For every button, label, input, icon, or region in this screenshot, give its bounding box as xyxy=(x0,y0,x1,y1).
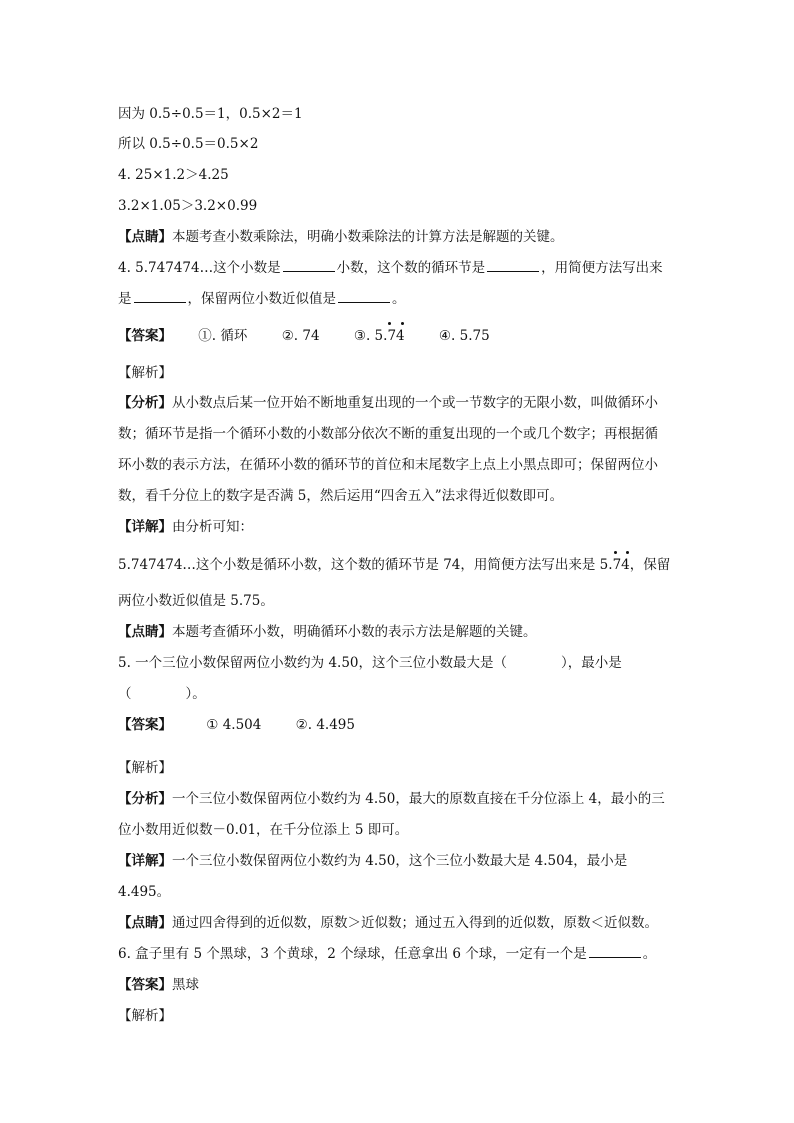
answer-blank xyxy=(283,259,335,272)
detail-text: 由分析可知： xyxy=(172,519,253,535)
text-line: 4. 25×1.2＞4.25 xyxy=(118,167,229,183)
answer-item: ②. 74 xyxy=(281,328,320,344)
analysis-line xyxy=(118,789,665,809)
xiangjie-tag: 【详解】 xyxy=(118,519,172,535)
detail-text: ，保留 xyxy=(629,557,671,573)
question-5-line-1: 5. 一个三位小数保留两位小数约为 4.50，这个三位小数最大是（ ），最小是 xyxy=(118,655,622,671)
question-4-line-1 xyxy=(118,258,663,278)
dianjing-text: 本题考查循环小数，明确循环小数的表示方法是解题的关键。 xyxy=(172,624,537,640)
answer-line xyxy=(118,715,385,735)
jiexi-heading: 【解析】 xyxy=(118,760,172,776)
answer-line xyxy=(118,975,199,995)
dianjing-text: 通过四舍得到的近似数，原数＞近似数；通过五入得到的近似数，原数＜近似数。 xyxy=(172,915,658,931)
answer-tag: 【答案】 xyxy=(118,717,172,733)
detail-text: 一个三位小数保留两位小数约为 4.50，这个三位小数最大是 4.504，最小是 xyxy=(172,853,628,869)
answer-line xyxy=(118,326,520,346)
question-text: ，保留两位小数近似值是 xyxy=(187,291,336,307)
dianjing-tag: 【点睛】 xyxy=(118,229,172,245)
answer-item: ②. 4.495 xyxy=(295,717,355,733)
question-text: 6. 盒子里有 5 个黑球，3 个黄球，2 个绿球，任意拿出 6 个球，一定有一个是 xyxy=(118,946,587,962)
answer-blank xyxy=(487,259,539,272)
detail-line: 4.495。 xyxy=(118,884,171,900)
answer-item: ③. 5. 74 xyxy=(354,328,405,344)
analysis-line: 数；循环节是指一个循环小数的小数部分依次不断的重复出现的一个或几个数字；再根据循 xyxy=(118,426,658,442)
analysis-line xyxy=(118,393,658,413)
dianjing-text: 本题考查小数乘除法，明确小数乘除法的计算方法是解题的关键。 xyxy=(172,229,564,245)
question-4-line-2 xyxy=(118,289,406,309)
jiexi-heading: 【解析】 xyxy=(118,365,172,381)
analysis-line: 数，看千分位上的数字是否满 5，然后运用“四舍五入”法求得近似数即可。 xyxy=(118,488,564,504)
answer-blank xyxy=(338,290,390,303)
detail-line xyxy=(118,851,627,871)
question-5-line-2: （ ）。 xyxy=(118,686,206,702)
text-line: 所以 0.5÷0.5＝0.5×2 xyxy=(118,136,259,152)
question-text: 。 xyxy=(392,291,406,307)
analysis-text: 从小数点后某一位开始不断地重复出现的一个或一节数字的无限小数，叫做循环小 xyxy=(172,395,658,411)
text-line: 因为 0.5÷0.5＝1，0.5×2＝1 xyxy=(118,106,303,122)
question-6-line xyxy=(118,944,656,964)
dianjing-line xyxy=(118,913,658,933)
answer-blank xyxy=(134,290,186,303)
repeating-digits: 74 xyxy=(387,326,404,346)
analysis-text: 一个三位小数保留两位小数约为 4.50，最大的原数直接在千分位添上 4，最小的三 xyxy=(172,791,665,807)
jiexi-heading: 【解析】 xyxy=(118,1008,172,1024)
analysis-line: 位小数用近似数－0.01，在千分位添上 5 即可。 xyxy=(118,822,409,838)
xiangjie-tag: 【详解】 xyxy=(118,853,172,869)
text-line: 3.2×1.05＞3.2×0.99 xyxy=(118,198,258,214)
analysis-line: 环小数的表示方法，在循环小数的循环节的首位和末尾数字上点上小黑点即可；保留两位小 xyxy=(118,457,658,473)
dianjing-line xyxy=(118,622,537,642)
answer-item: ④. 5.75 xyxy=(438,328,490,344)
repeating-digits: 74 xyxy=(613,555,630,575)
answer-tag: 【答案】 xyxy=(118,328,172,344)
answer-item: ① 4.504 xyxy=(206,717,262,733)
question-text: 小数，这个数的循环节是 xyxy=(336,260,486,276)
dianjing-tag: 【点睛】 xyxy=(118,624,172,640)
dianjing-tag: 【点睛】 xyxy=(118,915,172,931)
fenxi-tag: 【分析】 xyxy=(118,395,172,411)
question-text: ，用简便方法写出来 xyxy=(541,260,663,276)
detail-line xyxy=(118,555,670,575)
question-text: 4. 5.747474…这个小数是 xyxy=(118,260,281,276)
answer-item: ①. 循环 xyxy=(198,328,248,344)
answer-blank xyxy=(589,945,641,958)
detail-text: 5.747474…这个小数是循环小数，这个数的循环节是 74，用简便方法写出来是 5. xyxy=(118,557,613,573)
detail-line xyxy=(118,517,253,537)
answer-tag: 【答案】 xyxy=(118,977,172,993)
detail-line: 两位小数近似值是 5.75。 xyxy=(118,593,274,609)
question-text: 是 xyxy=(118,291,132,307)
fenxi-tag: 【分析】 xyxy=(118,791,172,807)
answer-item: 黑球 xyxy=(172,977,199,993)
question-text: 。 xyxy=(642,946,657,962)
dianjing-line xyxy=(118,227,564,247)
